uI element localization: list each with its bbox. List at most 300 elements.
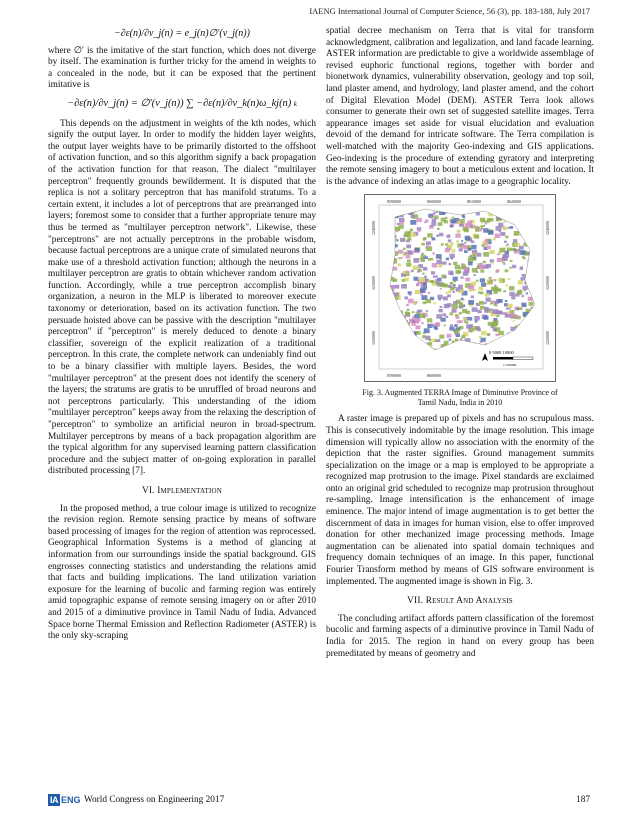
map-pixel [535,337,538,339]
map-pixel [398,338,403,342]
map-pixel [391,218,395,221]
map-pixel [535,269,539,273]
map-pixel [389,233,393,236]
map-pixel [415,344,420,348]
map-pixel [517,291,522,295]
map-pixel [389,230,394,234]
map-pixel [391,342,396,346]
map-pixel [532,251,538,255]
map-pixel [445,292,448,294]
map-pixel [498,299,503,303]
map-pixel [459,312,462,315]
map-pixel [436,283,440,286]
paragraph: This depends on the adjustment in weights of the kth nodes, which signify the output layer. In order to modify the hidden layer weights, the output layer weights have to be primarily distorted to the offshoot of activation function, and so this algorithm signify a back propagation of the activation function for that reason. The dialect "multilayer perceptron" frequently grounds bewilderment. It is disputed that the replica is not a solitary perceptron that has manifold stratums. To a certain extent, it includes a lot of perceptrons that are prearranged into layers; foremost some to consider that a further appropriate tenure may thus be termed as "multilayer perceptron network". Likewise, these "perceptrons" are not actually perceptrons in the probable wisdom, because factual perceptrons are a unique crate of simulated neurons that make use of a threshold activation function; although the neurons in a multilayer perceptron are gratis to obtain whichever random activation function. Accordingly, while a true perceptron accomplish binary organization, a neuron in the MLP is liberated to moreover execute taxonomy or deterioration, based on its activation function. The two persuade hoisted above can be passive with the description "multilayer perceptron" if "perceptron" is merely deduced to denote a binary classifier, sovereign of the explicit realization of a traditional perceptron. In this crate, the complete network can undeniably find out to be a binary classifier with multiple layers. Besides, the word "multilayer perceptron" at the present does not identify the scenery of the layers; the stratums are gratis to be unruffled of broad neurons and not perceptrons particularly. This understanding of the idiom "multilayer perceptron" keeps away from the relaxing the description of "perceptron" to symbolize an artificial neuron in broad-spectrum. Multilayer perceptrons by means of a back propagation algorithm are the typical algorithm for any supervised learning pattern classification procedure and the subject matter of on-going exploration in parallel distributed processing [7]. [48,118,316,477]
map-pixel [529,302,534,306]
map-pixel [407,331,412,335]
map-pixel [410,233,416,237]
map-pixel [416,343,420,347]
map-pixel [470,331,473,333]
map-pixel [539,343,543,346]
map-pixel [526,272,532,276]
map-pixel [441,218,446,222]
map-pixel [511,248,515,251]
map-pixel [386,317,392,322]
map-graphic [365,195,555,381]
map-pixel [397,335,399,337]
map-pixel [470,348,474,351]
map-pixel [463,346,466,348]
map-pixel [496,315,499,317]
map-pixel [527,260,530,262]
map-pixel [404,297,408,300]
map-pixel [438,223,443,227]
top-label-2: 8600000 [427,199,441,205]
map-pixel [475,321,478,323]
map-pixel [426,344,429,346]
map-pixel [509,292,514,296]
map-pixel [386,280,389,283]
section-title: Implementation [157,485,223,496]
map-pixel [392,307,398,312]
map-pixel [464,269,468,272]
map-pixel [388,257,391,259]
map-pixel [456,348,462,352]
map-pixel [393,279,397,282]
map-pixel [487,334,490,336]
map-pixel [509,286,515,290]
map-pixel [508,211,512,214]
map-pixel [385,278,389,281]
map-pixel [479,287,484,291]
map-pixel [468,248,471,251]
map-pixel [408,335,411,337]
map-pixel [472,308,478,313]
map-pixel [453,301,457,304]
map-pixel [486,246,491,250]
journal-header: IAENG International Journal of Computer Science, 56 (3), pp. 183-188, July 2017 [309,6,590,16]
map-pixel [535,253,538,255]
map-pixel [508,215,511,218]
map-pixel [511,296,515,299]
map-pixel [390,240,396,245]
map-pixel [439,335,444,339]
map-pixel [397,338,400,340]
map-pixel [403,326,407,329]
equation-2-text: −∂ε(n)/∂v_j(n) = ∅′(v_j(n)) ∑ −∂ε(n)/∂v_k(n)ω_kj(n) [67,97,292,109]
map-pixel [529,332,534,336]
map-pixel [494,285,496,287]
map-pixel [476,213,480,216]
map-pixel [427,319,432,323]
map-pixel [389,311,394,315]
map-pixel [387,335,391,338]
map-pixel [390,340,396,345]
map-pixel [518,281,523,285]
map-pixel [454,330,460,334]
map-pixel [529,216,531,218]
map-pixel [511,338,516,342]
map-pixel [395,285,400,289]
map-pixel [465,236,470,240]
map-pixel [480,306,485,310]
page-number: 187 [576,795,590,805]
map-pixel [483,229,489,234]
conference-name: World Congress on Engineering 2017 [84,795,225,805]
map-pixel [465,278,470,282]
map-pixel [462,343,466,347]
map-pixel [432,238,436,241]
map-pixel [395,227,400,231]
map-pixel [415,290,420,294]
map-pixel [535,317,541,322]
map-pixel [417,271,420,273]
map-pixel [530,348,533,350]
map-pixel [471,241,474,244]
scale-text: 0 5000 10000 [489,350,514,356]
map-pixel [532,211,536,214]
map-pixel [529,271,534,275]
map-pixel [507,304,512,308]
map-pixel [499,281,503,284]
map-pixel [459,285,462,287]
map-pixel [407,238,411,241]
map-pixel [539,212,544,216]
map-pixel [398,250,403,254]
map-pixel [426,246,429,249]
map-pixel [438,264,442,267]
map-pixel [406,245,411,249]
map-pixel [530,208,534,211]
map-pixel [386,235,388,237]
map-pixel [527,330,530,332]
map-pixel [510,260,513,262]
map-pixel [468,262,473,266]
map-pixel [527,212,530,215]
right-label-2: 1230000 [545,276,550,291]
map-pixel [413,266,419,270]
map-pixel [506,245,508,247]
map-pixel [477,266,480,269]
map-pixel [519,246,524,250]
map-pixel [470,351,475,355]
map-pixel [386,291,391,295]
map-pixel [420,344,423,347]
map-pixel [475,229,479,232]
map-pixel [402,342,406,345]
map-pixel [499,248,505,253]
map-pixel [432,253,435,255]
map-pixel [398,324,401,327]
map-pixel [386,294,390,298]
map-pixel [452,217,454,219]
map-pixel [414,347,417,349]
map-pixel [503,221,506,223]
map-pixel [390,330,393,332]
section-heading-implementation [48,486,316,498]
north-arrow-icon [482,353,488,361]
map-pixel [436,235,439,237]
map-pixel [406,209,411,213]
map-pixel [490,303,493,305]
map-pixel [437,228,440,230]
map-pixel [408,341,410,343]
map-pixel [489,208,492,210]
map-pixel [509,267,511,269]
map-pixel [488,239,491,241]
map-pixel [406,304,409,306]
map-pixel [472,268,478,273]
paragraph: spatial decree mechanism on Terra that is vital for transform acknowledgment, calibration and legalization, and land facade learning. ASTER information are predictable to give a worldwide assemblage of revised euphoric functional regions, together with border and bionetwork dynamics, vulnerability observation, geology and top soil, land plaster amend, and hydrology, land plaster amend, and the cohort of Digital Elevation Model (DEM). ASTER Terra look allows consumer to generate their own set of suggested satellite images. Terra appearance images set aside for visual elucidation and evaluation devoid of the demand for intricate software. The Terra compilation is well-matched with the majority Geo-indexing and GIS applications. Geo-indexing is the procedure of extending gyratory and interpreting the remote sensing imagery to bout a meticulous extent and location. It is the advance of indexing an atlas image to a geographic locality. [326,26,594,187]
bottom-label-1: 8590000 [387,373,401,379]
map-pixel [480,279,485,283]
map-pixel [522,214,527,218]
map-pixel [472,208,478,213]
map-pixel [386,289,390,292]
map-pixel [444,325,446,327]
map-pixel [420,351,423,354]
map-pixel [386,349,391,353]
map-pixel [449,263,452,265]
map-pixel [415,248,420,252]
paragraph: In the proposed method, a true colour image is utilized to recognize the revision region. Remote sensing practice by means of software based processing of images for the region of attention was reprocessed. Geographical Information Systems is a method of glancing at information from our surroundings inside the spatial background. GIS engrosses connecting statistics and understanding the relations amid that facts and building implications. The land utilization variation exposure for the learning of bucolic and farming region was entirely amid topographic expanse of remote sensing imagery on or after 2010 and 2015 of a diminutive province in Tamil Nadu of India. Advanced Space borne Thermal Emission and Reflection Radiometer (ASTER) is the only sky-scraping [48,503,316,642]
map-pixel [457,230,461,233]
map-pixel [404,340,407,343]
map-pixel [451,250,455,253]
map-pixel [439,233,443,237]
top-label-4: 8620000 [507,199,521,205]
map-pixel [457,321,461,324]
map-pixel [389,328,392,331]
map-pixel [449,339,452,341]
map-pixel [413,208,415,210]
map-pixel [495,345,500,349]
map-pixel [401,348,406,352]
map-pixel [410,229,413,232]
map-pixel [402,339,406,342]
map-pixel [423,267,427,271]
map-pixel [488,208,492,211]
map-pixel [512,338,515,340]
map-pixel [439,309,443,312]
section-number: VI. [141,485,155,496]
map-pixel [489,344,492,346]
map-pixel [467,352,471,355]
map-pixel [535,297,539,300]
map-pixel [391,237,395,240]
map-pixel [415,315,420,319]
caption-line-2: Tamil Nadu, India in 2010 [417,398,503,408]
map-pixel [528,266,533,270]
map-pixel [484,302,487,304]
map-pixel [513,350,518,354]
scale-ratio: 1:120000 [503,363,517,368]
top-label-3: 8610000 [467,199,481,205]
map-pixel [531,231,534,233]
map-pixel [519,341,522,343]
map-pixel [399,221,404,225]
map-pixel [474,275,476,277]
map-pixel [394,312,397,314]
map-pixel [437,339,441,342]
map-pixel [515,346,519,349]
map-pixel [390,314,393,316]
map-pixel [491,262,494,264]
map-pixel [388,304,392,307]
map-pixel [430,324,434,327]
map-pixel [468,285,474,290]
equation-1: −∂ε(n)/∂v_j(n) = e_j(n)∅′(v_j(n)) [114,28,250,39]
map-pixel [505,270,509,273]
map-pixel [474,290,476,292]
map-pixel [508,278,510,280]
map-pixel [496,226,502,231]
map-pixel [461,336,465,339]
equation-2-subscript: k [293,99,297,108]
map-pixel [467,221,472,225]
map-pixel [418,264,423,268]
map-pixel [405,312,408,314]
map-pixel [450,225,453,228]
map-pixel [513,239,517,242]
map-pixel [431,352,433,354]
map-pixel [508,215,510,217]
map-pixel [412,320,415,322]
map-pixel [420,294,423,296]
map-pixel [468,348,470,350]
map-pixel [537,282,541,285]
map-pixel [523,212,526,215]
map-pixel [461,241,463,243]
map-pixel [535,323,541,328]
map-pixel [420,289,426,294]
figure-caption [326,388,594,408]
map-pixel [396,338,401,342]
map-pixel [483,265,488,269]
map-pixel [411,208,416,212]
map-pixel [492,342,495,345]
map-pixel [441,244,444,246]
map-pixel [407,309,410,311]
map-pixel [538,238,543,242]
map-pixel [512,265,516,268]
map-pixel [483,316,488,320]
map-pixel [529,348,533,351]
map-pixel [539,289,543,292]
map-pixel [533,226,536,228]
map-pixel [455,265,460,269]
map-pixel [453,262,457,265]
map-pixel [535,331,537,333]
map-pixel [480,218,485,222]
map-pixel [459,290,464,294]
map-pixel [464,318,467,321]
top-label-1: 8590000 [387,199,401,205]
map-pixel [505,285,508,287]
map-pixel [489,277,492,279]
map-pixel [447,345,452,349]
map-pixel [394,320,398,323]
map-pixel [389,267,391,269]
map-pixel [408,299,414,304]
map-pixel [537,347,543,351]
map-pixel [516,329,521,333]
map-region-shape [385,207,545,355]
map-pixel [395,316,397,318]
right-label-3: 1220000 [545,331,550,346]
map-pixel [404,232,410,237]
map-pixel [490,309,492,311]
map-pixel [481,228,483,230]
map-pixel [431,272,435,275]
map-pixel [500,232,505,236]
map-pixel [530,213,535,217]
map-pixel [508,210,513,214]
map-pixel [409,294,411,296]
map-pixel [529,263,533,266]
map-pixel [532,337,536,341]
map-pixel [503,290,506,292]
map-pixel [489,218,494,222]
map-pixel [473,257,476,259]
map-pixel [450,254,455,258]
map-pixel [507,248,512,252]
map-pixel [526,293,528,295]
map-pixel [525,230,529,233]
right-label-1: 1240000 [545,221,550,236]
map-pixel [456,241,459,243]
map-pixel [535,230,539,233]
map-pixel [411,270,414,272]
map-pixel [535,259,538,261]
map-pixel [421,322,424,324]
map-pixel [388,209,390,211]
map-pixel [518,348,521,350]
caption-line-1: Fig. 3. Augmented TERRA Image of Diminutive Province of [362,388,558,398]
map-pixel [476,327,480,330]
left-label-1: 1240000 [371,221,376,236]
map-pixel [532,208,535,211]
map-pixel [447,334,452,338]
map-pixel [427,345,432,349]
map-pixel [474,235,479,239]
map-pixel [461,298,464,300]
map-pixel [443,297,448,301]
map-pixel [411,350,415,353]
map-pixel [508,227,511,229]
map-pixel [536,219,541,223]
map-pixel [466,325,471,329]
map-pixel [388,235,392,238]
map-pixel [390,300,396,304]
map-pixel [450,282,454,285]
map-pixel [464,229,469,233]
logo-ia: IA [50,795,58,805]
map-pixel [517,244,520,246]
map-pixel [403,248,406,250]
map-pixel [471,245,476,249]
map-pixel [422,273,424,275]
map-pixel [450,325,453,328]
map-pixel [419,314,425,319]
map-pixel [537,274,539,276]
map-pixel [538,297,540,299]
map-pixel [433,276,436,278]
map-pixel [536,249,538,251]
map-pixel [416,319,420,322]
map-pixel [412,312,415,314]
left-label-2: 1230000 [371,276,376,291]
map-pixel [468,300,474,305]
